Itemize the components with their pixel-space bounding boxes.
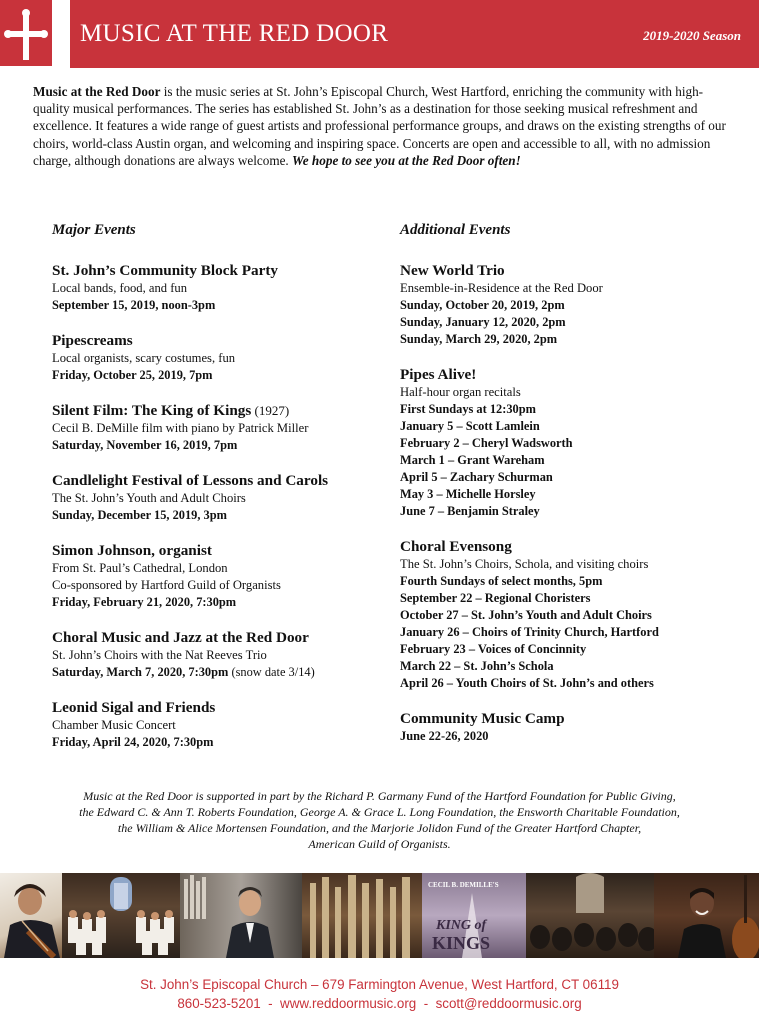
intro-body: is the music series at St. John’s Episcopal Church, West Hartford, enriching the community with high-quality musical performances. The series has established St. John’s as a destination for those seeking musical refreshment and excellence. It features a wide range of guest artists and professional performance groups, and draws on the existing strengths of our choirs, world-class Austin organ, and welcoming and inspiring space. Concerts are open and accessible to all, with no admission charge, although donations are always welcome. [33,84,726,168]
event-date [400,435,745,452]
event-item [52,698,382,751]
event-description: The St. John’s Choirs, Schola, and visiting choirs [400,557,649,571]
event-description: The St. John’s Youth and Adult Choirs [52,491,246,505]
event-date [400,469,745,486]
event-description: Local organists, scary costumes, fun [52,351,236,365]
event-title [52,628,382,647]
event-description: Half-hour organ recitals [400,385,521,399]
event-date-text: February 23 – Voices of Concinnity [400,642,587,656]
event-item [52,628,382,681]
event-date-text: Sunday, March 29, 2020, 2pm [400,332,558,346]
organist-photo [180,873,302,958]
event-title-text: Leonid Sigal and Friends [52,699,216,716]
organ-pipes-photo [302,873,422,958]
event-date-text: September 15, 2019, noon-3pm [52,298,216,312]
support-line: Music at the Red Door is supported in part by the Richard P. Garmany Fund of the Hartford Foundation for Public Giving, [83,789,676,803]
event-title-text: Choral Evensong [400,538,512,555]
event-date [400,418,745,435]
event-date [400,675,745,692]
footer-address: St. John’s Episcopal Church – 679 Farmington Avenue, West Hartford, CT 06119 [140,977,619,992]
event-date [52,437,382,454]
congregation-photo [526,873,654,958]
support-line: the Edward C. & Ann T. Roberts Foundation, George A. & Grace L. Long Foundation, the Ensworth Charitable Foundation, [79,805,680,819]
event-item [52,401,382,454]
event-date-text: Fourth Sundays of select months, 5pm [400,574,603,588]
event-description: Local bands, food, and fun [52,281,187,295]
season-label: 2019-2020 Season [643,28,741,43]
event-title-text: Pipescreams [52,332,133,349]
logo [0,0,70,68]
event-date-text: April 26 – Youth Choirs of St. John’s and others [400,676,654,690]
event-description: Cecil B. DeMille film with piano by Patrick Miller [52,421,309,435]
event-date-text: September 22 – Regional Choristers [400,591,591,605]
support-line: American Guild of Organists. [308,837,451,851]
event-description: Co-sponsored by Hartford Guild of Organists [52,578,281,592]
major-events-heading: Major Events [52,222,136,238]
footer [0,975,759,1013]
event-date [400,590,745,607]
event-date-text: Saturday, November 16, 2019, 7pm [52,438,238,452]
event-date [52,594,382,611]
event-date-text: June 7 – Benjamin Straley [400,504,540,518]
additional-events-list [400,261,745,745]
intro-lead: Music at the Red Door [33,84,161,99]
poster-line-1: CECIL B. DEMILLE'S [428,881,499,889]
event-title-text: Simon Johnson, organist [52,542,212,559]
event-title-text: Choral Music and Jazz at the Red Door [52,629,309,646]
event-date-text: April 5 – Zachary Schurman [400,470,553,484]
event-date-text: February 2 – Cheryl Wadsworth [400,436,573,450]
film-poster-photo [422,873,526,958]
event-item [52,331,382,384]
footer-contact: 860-523-5201 - www.reddoormusic.org - scott@reddoormusic.org [177,996,582,1011]
event-date [52,367,382,384]
event-title [52,261,382,280]
event-date-text: Sunday, October 20, 2019, 2pm [400,298,565,312]
event-date [400,331,745,348]
event-date [400,314,745,331]
event-item [400,709,745,745]
event-item [400,261,745,348]
event-date-text: June 22-26, 2020 [400,729,489,743]
support-line: the William & Alice Mortensen Foundation, and the Marjorie Jolidon Fund of the Greater Hartford Chapter, [117,821,642,835]
intro-paragraph [33,83,733,169]
intro-closing: We hope to see you at the Red Door often! [292,152,521,168]
header-bar [0,0,759,68]
event-title [52,541,382,560]
event-date-text: Sunday, January 12, 2020, 2pm [400,315,566,329]
event-date [400,658,745,675]
event-item [52,541,382,611]
event-date [400,297,745,314]
event-date [400,641,745,658]
event-date [400,401,745,418]
event-date-text: Friday, February 21, 2020, 7:30pm [52,595,237,609]
event-title [52,471,382,490]
event-title [400,537,745,556]
event-title-text: Pipes Alive! [400,366,477,383]
event-title [52,698,382,717]
major-events-column [52,222,382,768]
event-date-text: October 27 – St. John’s Youth and Adult Choirs [400,608,652,622]
event-date-text: Saturday, March 7, 2020, 7:30pm [52,665,229,679]
event-date [52,297,382,314]
event-title [52,331,382,350]
event-title-note: (1927) [251,403,290,418]
event-date-text: First Sundays at 12:30pm [400,402,536,416]
event-date [400,573,745,590]
event-title-text: Community Music Camp [400,710,565,727]
additional-events-heading: Additional Events [400,222,511,238]
event-date [400,503,745,520]
event-description: St. John’s Choirs with the Nat Reeves Trio [52,648,267,662]
additional-events-column [400,222,745,762]
major-events-list [52,261,382,751]
event-date-text: Sunday, December 15, 2019, 3pm [52,508,227,522]
event-title [400,261,745,280]
event-title [400,709,745,728]
event-date-text: January 26 – Choirs of Trinity Church, Hartford [400,625,659,639]
event-description: Ensemble-in-Residence at the Red Door [400,281,603,295]
event-date [400,728,745,745]
event-date [400,624,745,641]
event-description: Chamber Music Concert [52,718,176,732]
event-date-text: Friday, October 25, 2019, 7pm [52,368,213,382]
page-title: MUSIC AT THE RED DOOR [80,20,389,47]
bassist-photo [654,873,759,958]
event-item [52,471,382,524]
event-title-text: New World Trio [400,262,505,279]
event-date-text: January 5 – Scott Lamlein [400,419,540,433]
event-date [400,607,745,624]
event-title-text: Silent Film: The King of Kings [52,402,252,419]
event-title-text: Candlelight Festival of Lessons and Carols [52,472,329,489]
support-credits [20,788,739,852]
event-date-extra: (snow date 3/14) [228,665,315,679]
violinist-photo [0,873,62,958]
event-date-text: March 1 – Grant Wareham [400,453,545,467]
photo-strip [0,873,759,958]
event-date-text: March 22 – St. John’s Schola [400,659,554,673]
event-description: From St. Paul’s Cathedral, London [52,561,228,575]
event-date-text: May 3 – Michelle Horsley [400,487,536,501]
poster-line-2: KING of [436,918,487,933]
event-date [400,486,745,503]
choir-photo [62,873,180,958]
event-title [400,365,745,384]
event-date [400,452,745,469]
event-title [52,401,382,420]
event-item [52,261,382,314]
event-title-text: St. John’s Community Block Party [52,262,278,279]
poster-line-3: KINGS [432,933,491,953]
event-date [52,664,382,681]
event-item [400,365,745,520]
event-date-text: Friday, April 24, 2020, 7:30pm [52,735,214,749]
cross-icon [0,0,70,68]
event-date [52,734,382,751]
event-item [400,537,745,692]
event-date [52,507,382,524]
